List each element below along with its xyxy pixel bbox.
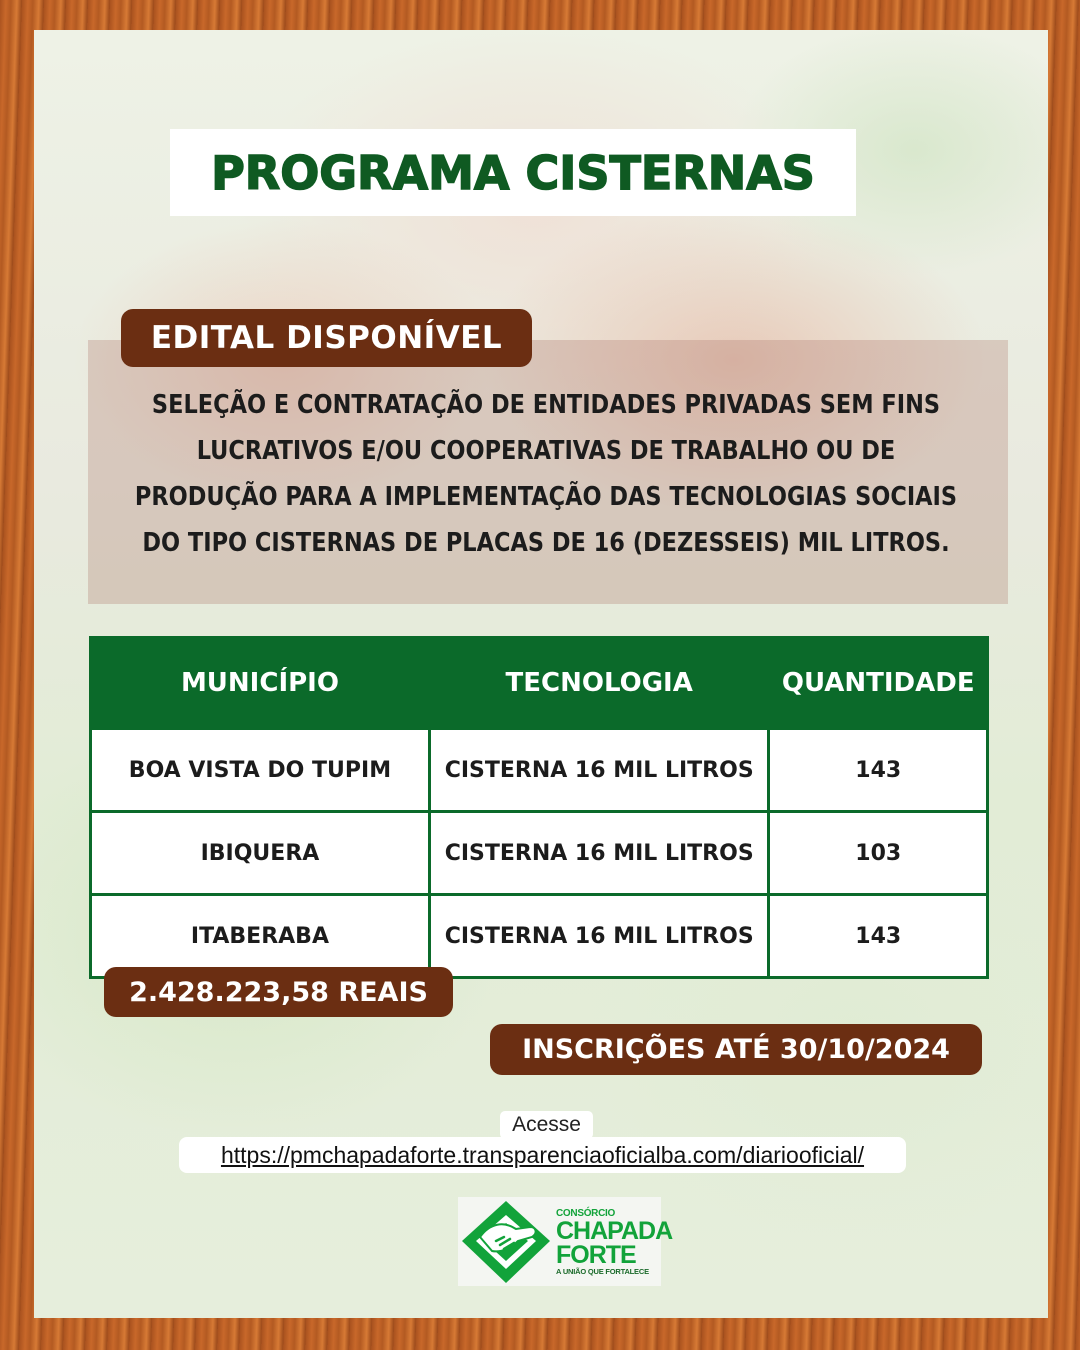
description [97,382,996,566]
title-box [170,129,856,216]
cell-municipio: IBIQUERA [91,812,430,895]
consorcio-logo [458,1197,673,1286]
description-line: SELEÇÃO E CONTRATAÇÃO DE ENTIDADES PRIVADAS SEM FINS [151,390,941,420]
cell-quantidade: 143 [769,895,988,978]
cell-tecnologia: CISTERNA 16 MIL LITROS [429,729,769,812]
header-quantidade: QUANTIDADE [769,638,988,729]
description-line: DO TIPO CISTERNAS DE PLACAS DE 16 (DEZESSEIS) MIL LITROS. [142,528,950,558]
cell-municipio: ITABERABA [91,895,430,978]
logo-tagline: A UNIÃO QUE FORTALECE [556,1266,649,1276]
cell-municipio: BOA VISTA DO TUPIM [91,729,430,812]
cell-quantidade: 103 [769,812,988,895]
poster-canvas [34,30,1048,1318]
header-municipio: MUNICÍPIO [91,638,430,729]
edital-badge-label: EDITAL DISPONÍVEL [150,320,503,356]
description-line: PRODUÇÃO PARA A IMPLEMENTAÇÃO DAS TECNOLOGIAS SOCIAIS [134,482,958,512]
table-header-row [91,638,988,729]
cell-quantidade: 143 [769,729,988,812]
access-link[interactable]: https://pmchapadaforte.transparenciaoficialba.com/diariooficial/ [179,1137,906,1173]
logo-line3: FORTE [556,1240,636,1269]
header-tecnologia: TECNOLOGIA [429,638,769,729]
cell-tecnologia: CISTERNA 16 MIL LITROS [429,895,769,978]
page-title: PROGRAMA CISTERNAS [211,145,815,200]
cell-tecnologia: CISTERNA 16 MIL LITROS [429,812,769,895]
table-row [91,895,988,978]
logo-line1: CONSÓRCIO [556,1207,615,1219]
logo-line2: CHAPADA [556,1216,673,1245]
access-label: Acesse [500,1111,593,1139]
logo-text [556,1208,672,1276]
table-row [91,812,988,895]
municipality-table [89,636,989,979]
description-line: LUCRATIVOS E/OU COOPERATIVAS DE TRABALHO OU DE [196,436,896,466]
edital-badge [121,309,532,367]
handshake-logo-icon [458,1197,554,1286]
total-value-badge: 2.428.223,58 REAIS [104,967,453,1017]
deadline-badge: INSCRIÇÕES ATÉ 30/10/2024 [490,1024,982,1075]
table-row [91,729,988,812]
